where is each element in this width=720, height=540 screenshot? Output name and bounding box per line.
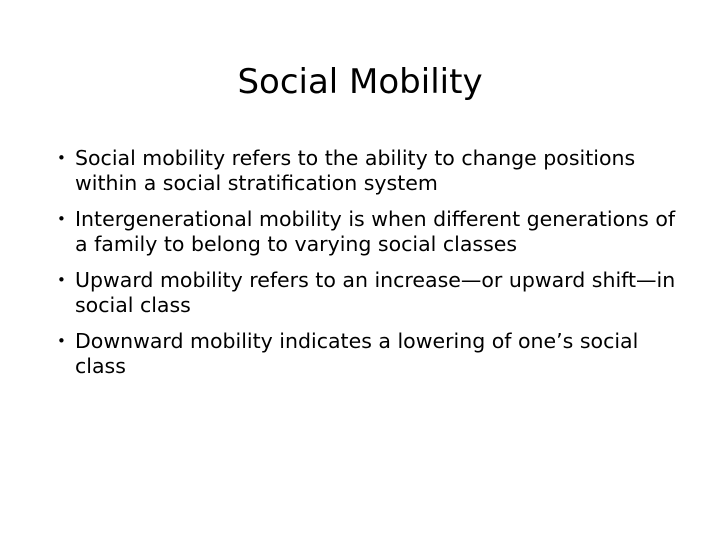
bullet-item — [54, 329, 694, 379]
bullet-item — [54, 146, 694, 196]
bullet-marker: • — [57, 271, 66, 289]
bullet-marker: • — [57, 332, 66, 350]
bullet-text: Social mobility refers to the ability to change positions within a social stratification system — [75, 146, 636, 195]
bullet-text: Upward mobility refers to an increase—or upward shift—in social class — [75, 268, 676, 317]
bullet-item — [54, 207, 694, 257]
bullet-text: Downward mobility indicates a lowering of one’s social class — [75, 329, 639, 378]
bullet-text: Intergenerational mobility is when different generations of a family to belong to varying social classes — [75, 207, 676, 256]
bullet-marker: • — [57, 149, 66, 167]
bullet-item — [54, 268, 694, 318]
slide-title: Social Mobility — [237, 62, 483, 102]
bullet-marker: • — [57, 210, 66, 228]
bullet-list — [54, 146, 694, 379]
